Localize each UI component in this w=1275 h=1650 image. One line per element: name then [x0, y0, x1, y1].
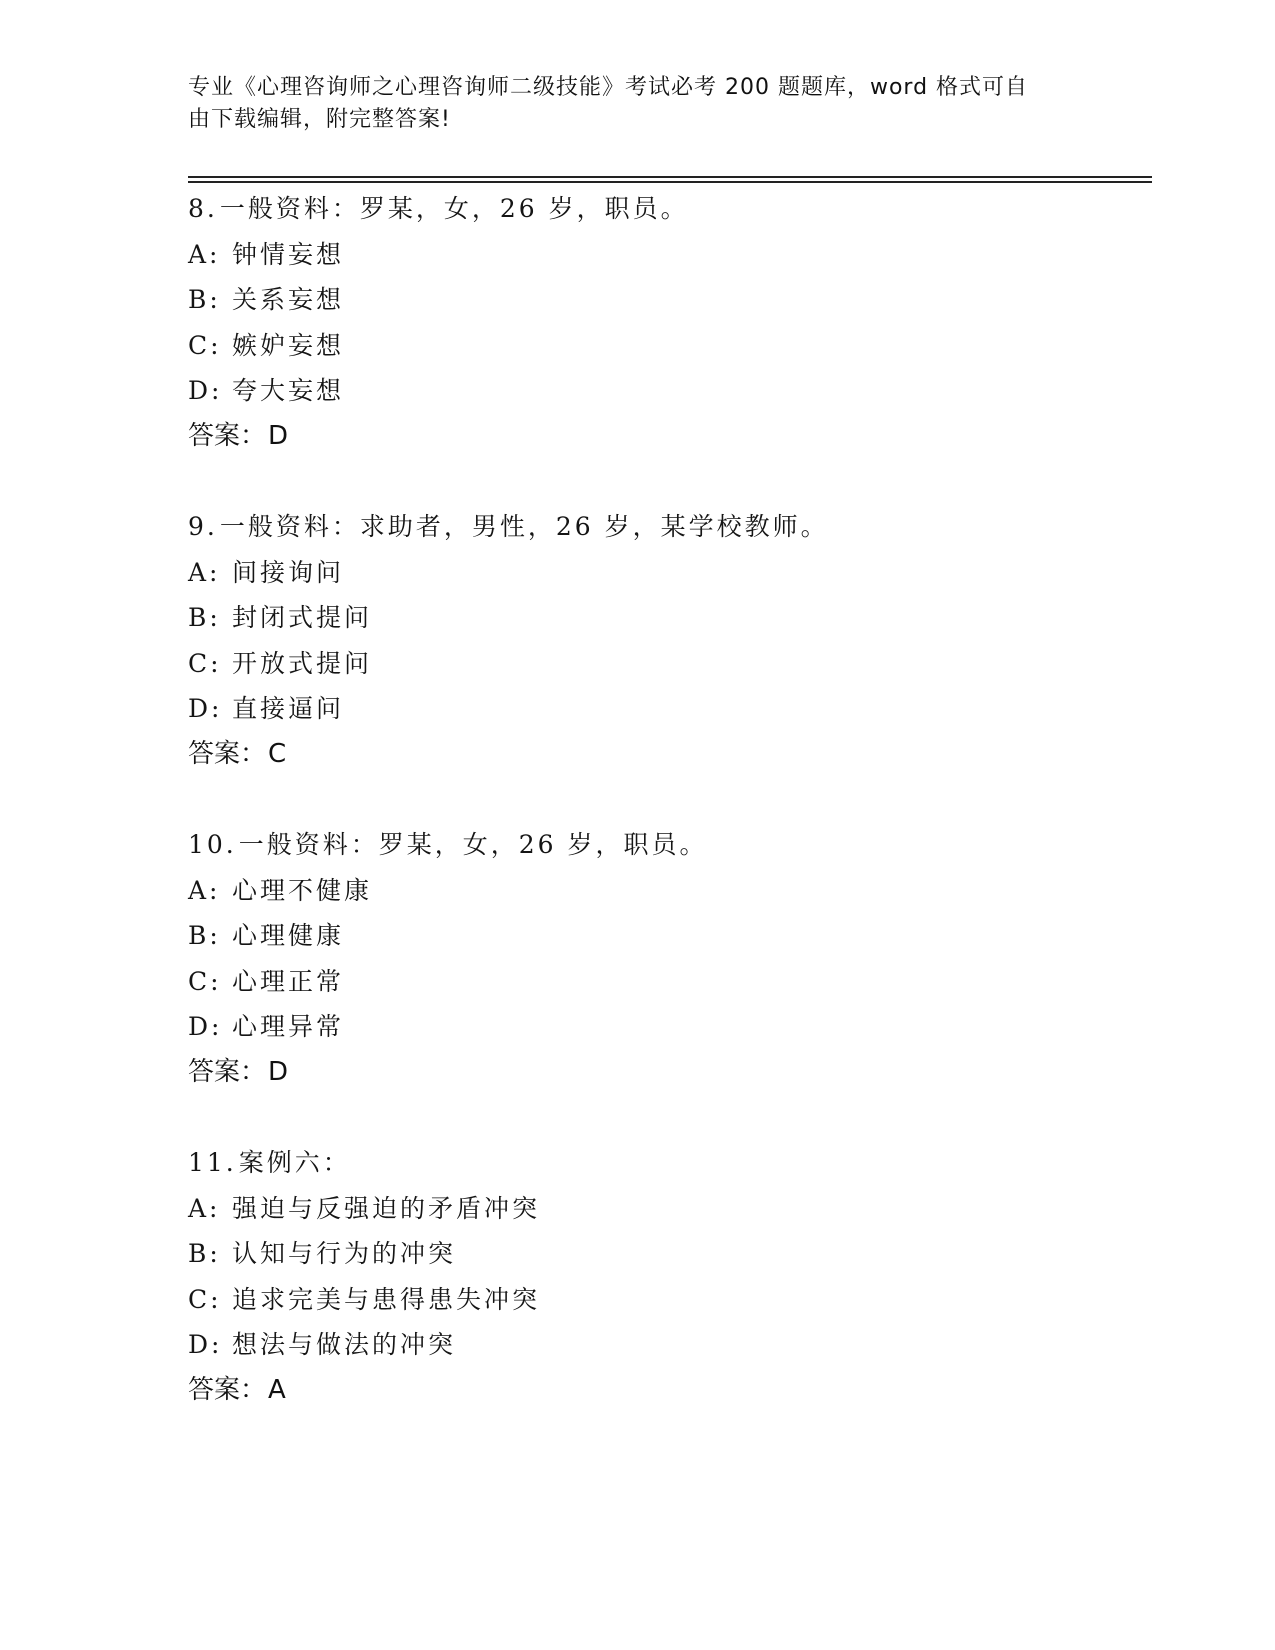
question-11	[188, 1140, 1148, 1413]
answer-line	[188, 1050, 1148, 1096]
question-8	[188, 186, 1148, 459]
option-text: 嫉妒妄想	[232, 330, 345, 360]
option-label: B:	[188, 285, 221, 314]
answer-line	[188, 414, 1148, 460]
question-stem	[188, 186, 1148, 232]
option-text: 夸大妄想	[232, 376, 345, 405]
answer-line	[188, 732, 1148, 778]
document-header	[188, 72, 1068, 136]
option-c	[188, 323, 1148, 369]
question-number: 9.	[188, 512, 218, 541]
option-text: 心理健康	[232, 921, 345, 950]
option-text: 封闭式提问	[232, 603, 373, 632]
option-a	[188, 868, 1148, 914]
question-list	[188, 186, 1148, 1458]
option-text: 关系妄想	[232, 285, 345, 314]
answer-label: 答案：	[188, 1056, 267, 1087]
option-a	[188, 232, 1148, 278]
option-a	[188, 550, 1148, 596]
option-label: B:	[188, 603, 221, 632]
option-d	[188, 1004, 1148, 1050]
option-c	[188, 959, 1148, 1005]
question-text: 一般资料：求助者，男性，26 岁，某学校教师。	[219, 512, 829, 541]
option-label: A:	[188, 1193, 221, 1223]
option-c	[188, 641, 1148, 687]
header-divider-top	[188, 176, 1152, 178]
option-b	[188, 595, 1148, 641]
header-divider-bottom	[188, 181, 1152, 183]
question-stem	[188, 822, 1148, 868]
option-label: D:	[188, 1330, 223, 1359]
question-text: 一般资料：罗某，女，26 岁，职员。	[219, 194, 689, 223]
answer-label: 答案：	[188, 420, 267, 451]
option-label: D:	[188, 376, 223, 405]
question-stem	[188, 1140, 1148, 1186]
option-label: D:	[188, 694, 223, 723]
header-line-1: 专业《心理咨询师之心理咨询师二级技能》考试必考 200 题题库，word 格式可自	[188, 75, 1029, 100]
question-number: 8.	[188, 194, 218, 223]
option-d	[188, 1322, 1148, 1368]
question-10	[188, 822, 1148, 1095]
option-label: A:	[188, 875, 221, 905]
option-b	[188, 1231, 1148, 1277]
option-text: 钟情妄想	[232, 239, 345, 269]
option-text: 追求完美与患得患失冲突	[232, 1284, 541, 1314]
option-text: 心理异常	[232, 1012, 345, 1041]
option-label: B:	[188, 1239, 221, 1268]
option-a	[188, 1186, 1148, 1232]
option-text: 心理正常	[232, 966, 345, 996]
answer-line	[188, 1368, 1148, 1414]
option-label: C:	[188, 648, 222, 678]
option-text: 强迫与反强迫的矛盾冲突	[232, 1193, 541, 1223]
option-b	[188, 277, 1148, 323]
option-label: C:	[188, 330, 222, 360]
option-d	[188, 686, 1148, 732]
question-text: 案例六：	[238, 1148, 351, 1177]
option-label: A:	[188, 557, 221, 587]
answer-label: 答案：	[188, 738, 267, 769]
header-line-2: 由下载编辑，附完整答案!	[188, 107, 451, 132]
answer-value: D	[268, 420, 289, 451]
option-label: A:	[188, 239, 221, 269]
answer-label: 答案：	[188, 1374, 267, 1405]
answer-value: D	[268, 1056, 289, 1087]
question-number: 11.	[188, 1148, 237, 1177]
option-text: 直接逼问	[232, 694, 345, 723]
question-9	[188, 504, 1148, 777]
question-number: 10.	[188, 830, 237, 859]
option-text: 开放式提问	[232, 648, 373, 678]
answer-value: C	[268, 738, 287, 769]
option-label: D:	[188, 1012, 223, 1041]
option-text: 认知与行为的冲突	[232, 1239, 457, 1268]
option-b	[188, 913, 1148, 959]
option-label: C:	[188, 966, 222, 996]
question-stem	[188, 504, 1148, 550]
answer-value: A	[268, 1374, 286, 1405]
question-text: 一般资料：罗某，女，26 岁，职员。	[238, 830, 708, 859]
option-c	[188, 1277, 1148, 1323]
option-label: B:	[188, 921, 221, 950]
option-text: 心理不健康	[232, 875, 373, 905]
option-label: C:	[188, 1284, 222, 1314]
option-text: 想法与做法的冲突	[232, 1330, 457, 1359]
option-text: 间接询问	[232, 557, 345, 587]
option-d	[188, 368, 1148, 414]
